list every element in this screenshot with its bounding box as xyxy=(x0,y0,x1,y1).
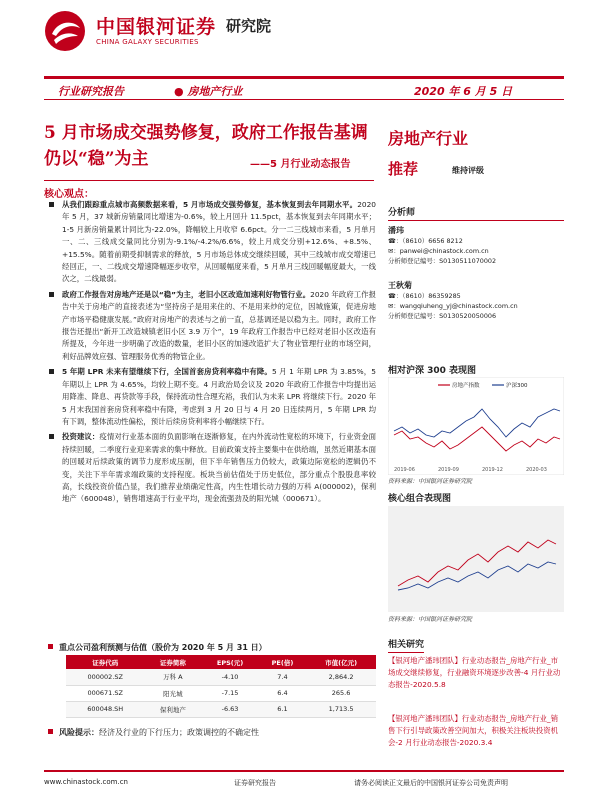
table-cell: 7.4 xyxy=(259,669,306,685)
table-row xyxy=(66,669,376,685)
stock-table xyxy=(66,655,376,718)
industry-name: 房地产行业 xyxy=(388,129,469,148)
rating-label: 维持评级 xyxy=(452,166,484,175)
table-cell: 万科 A xyxy=(144,669,201,685)
table-cell: 000671.SZ xyxy=(66,685,144,701)
table-cell: 阳光城 xyxy=(144,685,201,701)
sector-label: ● 房地产行业 xyxy=(174,85,243,98)
analyst-card xyxy=(388,225,564,266)
portfolio-source: 资料来源：中国银河证券研究院 xyxy=(388,616,473,623)
analyst-section xyxy=(388,205,564,321)
column-header: 证券简称 xyxy=(144,655,201,669)
table-cell: 6.1 xyxy=(259,701,306,717)
report-band xyxy=(44,76,564,100)
table-cell: 2,864.2 xyxy=(306,669,376,685)
table-cell: -4.10 xyxy=(201,669,259,685)
table-cell: 保利地产 xyxy=(144,701,201,717)
footer-disclaimer: 请务必阅读正文最后的中国银河证券公司免责声明 xyxy=(354,779,508,787)
portfolio-chart xyxy=(388,506,564,612)
table-header-row xyxy=(66,655,376,669)
column-header: 市值(亿元) xyxy=(306,655,376,669)
table-cell: -7.15 xyxy=(201,685,259,701)
related-link[interactable]: 【银河地产潘玮团队】行业动态报告_房地产行业_销售下行引导政策改善空间加大，积极关注板块投资机会-2 月行业动态报告-2020.3.4 xyxy=(388,714,558,747)
column-header: 证券代码 xyxy=(66,655,144,669)
stock-table-heading: 重点公司盈利预测与估值（股价为 2020 年 5 月 31 日） xyxy=(48,642,267,653)
report-title: 5 月市场成交强势修复，政府工作报告基调仍以“稳”为主 xyxy=(44,123,368,169)
page-footer xyxy=(44,770,564,792)
report-subtitle: ——5 月行业动态报告 xyxy=(250,159,351,170)
bullet-icon xyxy=(49,434,54,439)
chart-source: 资料来源：中国银河证券研究院 xyxy=(388,478,473,485)
report-header xyxy=(0,0,600,72)
analyst-cert: 分析师登记编号：S0130511070002 xyxy=(388,257,497,265)
table-cell: 265.6 xyxy=(306,685,376,701)
legend-a: 房地产指数 xyxy=(452,383,480,389)
table-cell: -6.63 xyxy=(201,701,259,717)
core-view-list xyxy=(62,199,376,509)
core-view-item: 从我们跟踪重点城市高频数据来看，5 月市场成交强势修复，基本恢复到去年同期水平。2020 年 5 月，37 城新房销量同比增速为-0.6%，较上月回升 11.5pct，基本恢复到去年同期水平；1-5 月新房销量累计同比为-22.0%，降幅较上月收窄 6.6pct。分一二三线城市来看，5 月单月一、二、三线成交量同比分别为-9.1%/-4.2%/6.6%，较上月成交分别+12.6%、+8.5%、+15.5%。随着前期受抑制需求的释放，5 月市场总体成交继续回暖，其中三线城市成交增速已经回正，一、二线成交增速降幅逐步收窄，从回暖幅度来看，5 月单月三线回暖幅度最大，一线次之，二线最弱。 xyxy=(62,199,376,286)
x-tick: 2019-12 xyxy=(482,467,503,473)
core-view-item: 5 年期 LPR 未来有望继续下行，全国首套房贷利率稳中有降。5 月 1 年期 LPR 为 3.85%，5 年期以上 LPR 为 4.65%，均较上期不变。4 月政治局会议及 2020 年政府工作报告中均提出运用降准、降息、再贷款等手段，保持流动性合理充裕，我们认为未来 LPR 将继续下行。2020 年 5 月末我国首套房贷利率稳中有降，考虑到 3 月 20 日与 4 月 20 日连续两月，5 年期 LPR 均有下调，整体流动性偏松，预计后续房贷利率将小幅继续下行。 xyxy=(62,366,376,428)
bullet-icon xyxy=(49,369,54,374)
portfolio-heading: 核心组合表现图 xyxy=(388,494,452,504)
brand-institute: 研究院 xyxy=(226,17,272,35)
brand-name: 中国银河证券 xyxy=(96,16,217,38)
relative-performance-chart xyxy=(388,377,564,475)
table-cell: 000002.SZ xyxy=(66,669,144,685)
footer-site[interactable]: www.chinastock.com.cn xyxy=(44,778,128,786)
analyst-phone: ☎：（8610）6656 8212 xyxy=(388,237,463,245)
table-row xyxy=(66,701,376,717)
bullet-icon xyxy=(49,292,54,297)
x-tick: 2019-09 xyxy=(438,467,459,473)
analyst-cert: 分析师登记编号：S0130520050006 xyxy=(388,312,497,320)
recommend-label: 推荐 xyxy=(388,160,419,178)
bullet-icon xyxy=(49,202,54,207)
table-cell: 6.4 xyxy=(259,685,306,701)
brand-name-en: CHINA GALAXY SECURITIES xyxy=(96,38,199,46)
column-header: EPS(元) xyxy=(201,655,259,669)
footer-doc: 证券研究报告 xyxy=(234,779,276,787)
square-bullet-icon xyxy=(48,644,53,649)
analyst-card xyxy=(388,280,564,321)
core-view-heading: 核心观点： xyxy=(44,189,94,200)
analyst-phone: ☎：（8610）86359285 xyxy=(388,292,461,300)
chart-heading: 相对沪深 300 表现图 xyxy=(388,363,564,379)
related-heading: 相关研究 xyxy=(388,637,424,653)
table-cell: 1,713.5 xyxy=(306,701,376,717)
analyst-heading: 分析师 xyxy=(388,205,564,221)
table-cell: 600048.SH xyxy=(66,701,144,717)
core-view-item: 投资建议：疫情对行业基本面的负面影响在逐渐修复，在内外流动性宽松的环境下，行业资金面持续回暖，二季度行业迎来需求的集中释放。目前政策支持主要集中在供给端，虽然近期基本面的回暖对后续政策的调节力度形成压制，但下半年销售压力仍较大，政策边际宽松的逻辑仍不变，关注下半年需求端政策的支持程度。板块当前估值处于历史低位，部分重点个股股息率较高，长线投资价值凸显，我们推荐业绩确定性高，内生性增长动力强的万科 A(000002)，保利地产（600048），销售增速高于行业平均，现金流强劲及的阳光城（000671）。 xyxy=(62,431,376,505)
column-header: PE(倍) xyxy=(259,655,306,669)
x-tick: 2020-03 xyxy=(526,467,547,473)
analyst-name: 王秋菊 xyxy=(388,281,412,290)
table-row xyxy=(66,685,376,701)
core-view-item: 政府工作报告对房地产还是以“稳”为主，老旧小区改造加速利好物管行业。2020 年政府工作报告中关于房地产的直接表述为“坚持房子是用来住的、不是用来炒的定位，因城施策，促进房地产市场平稳健康发展。”政府对房地产的表述与之前一直，总基调还是以稳为主。同时，政府工作报告还提出“新开工改造城镇老旧小区 3.9 万个”，19 年政府工作报告中已经对老旧小区改造有所提及，今年进一步明确了改造的数量，老旧小区的加速改造扩大了物业管理行业的市场空间，利好品牌效应强、管理服务优秀的物管企业。 xyxy=(62,289,376,363)
title-divider xyxy=(44,180,374,181)
galaxy-logo-icon xyxy=(44,10,86,52)
report-date: 2020 年 6 月 5 日 xyxy=(414,85,513,98)
analyst-email[interactable]: ✉：wangqiuheng_yj@chinastock.com.cn xyxy=(388,302,518,310)
related-link[interactable]: 【银河地产潘玮团队】行业动态报告_房地产行业_市场成交继续修复，行业融资环境逐步改善-4 月行业动态报告-2020.5.8 xyxy=(388,656,561,689)
analyst-name: 潘玮 xyxy=(388,226,404,235)
legend-b: 沪深300 xyxy=(506,383,528,389)
risk-warning: 风险提示：经济及行业的下行压力；政策调控的不确定性 xyxy=(48,727,259,738)
report-type: 行业研究报告 xyxy=(58,85,124,98)
analyst-email[interactable]: ✉：panwei@chinastock.com.cn xyxy=(388,247,489,255)
x-tick: 2019-06 xyxy=(394,467,415,473)
square-bullet-icon xyxy=(48,729,53,734)
